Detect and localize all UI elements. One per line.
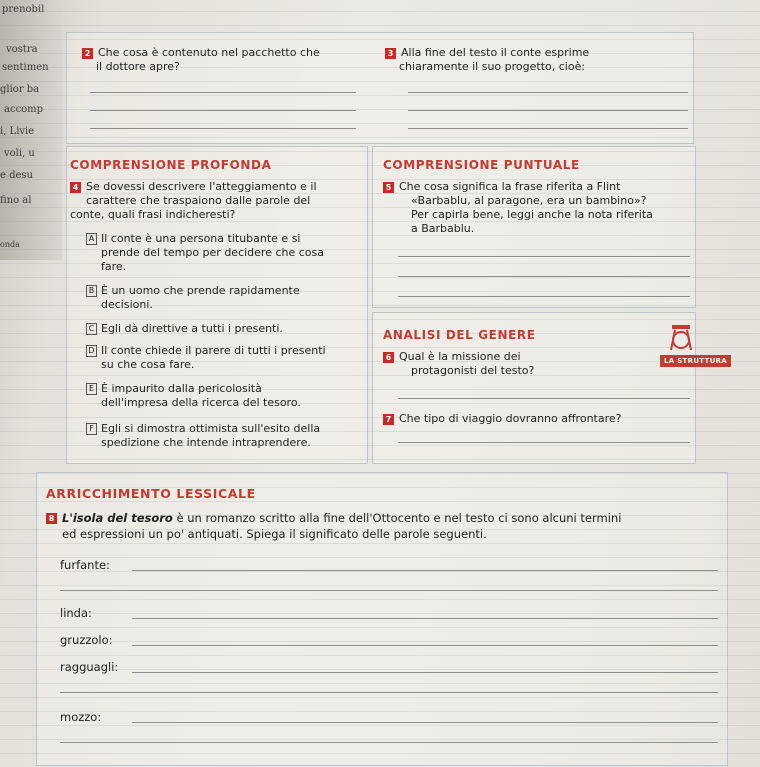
- answer-line[interactable]: [132, 570, 718, 571]
- margin-text: vostra: [6, 44, 38, 55]
- word-label: gruzzolo:: [60, 633, 113, 647]
- answer-line[interactable]: [60, 590, 718, 591]
- answer-line[interactable]: [60, 692, 718, 693]
- word-label: linda:: [60, 606, 92, 620]
- word-label: furfante:: [60, 558, 110, 572]
- question-number: 8: [46, 513, 57, 524]
- answer-line[interactable]: [90, 110, 356, 111]
- option-letter[interactable]: E: [86, 383, 97, 395]
- structure-badge: LA STRUTTURA: [660, 355, 731, 367]
- word-label: ragguagli:: [60, 660, 119, 674]
- option-letter[interactable]: D: [86, 345, 97, 357]
- answer-line[interactable]: [398, 276, 690, 277]
- answer-line[interactable]: [132, 722, 718, 723]
- margin-text: sentimen: [2, 62, 49, 73]
- answer-line[interactable]: [398, 256, 690, 257]
- margin-text: accomp: [4, 104, 44, 115]
- answer-line[interactable]: [398, 398, 690, 399]
- question-number: 2: [82, 48, 93, 59]
- answer-line[interactable]: [132, 618, 718, 619]
- structure-icon: [666, 322, 696, 354]
- answer-line[interactable]: [398, 442, 690, 443]
- margin-text: onda: [0, 240, 20, 249]
- margin-text: i, Livie: [0, 126, 35, 137]
- answer-line[interactable]: [398, 296, 690, 297]
- option-d[interactable]: D Il conte chiede il parere di tutti i presenti su che cosa fare.: [86, 344, 326, 372]
- question-2: 2 Che cosa è contenuto nel pacchetto che il dottore apre?: [82, 46, 320, 74]
- option-letter[interactable]: B: [86, 285, 97, 297]
- question-3: 3 Alla fine del testo il conte esprime chiaramente il suo progetto, cioè:: [385, 46, 589, 74]
- answer-line[interactable]: [132, 645, 718, 646]
- question-number: 5: [383, 182, 394, 193]
- answer-line[interactable]: [408, 128, 688, 129]
- option-e[interactable]: E È impaurito dalla pericolosità dell'impresa della ricerca del tesoro.: [86, 382, 301, 410]
- option-a[interactable]: A Il conte è una persona titubante e si prende del tempo per decidere che cosa fare.: [86, 232, 324, 274]
- option-letter[interactable]: A: [86, 233, 97, 245]
- question-number: 3: [385, 48, 396, 59]
- question-7: 7 Che tipo di viaggio dovranno affrontare?: [383, 412, 621, 426]
- section-title: ANALISI DEL GENERE: [383, 328, 536, 342]
- option-f[interactable]: F Egli si dimostra ottimista sull'esito della spedizione che intende intraprendere.: [86, 422, 320, 450]
- margin-text: prenobil: [2, 4, 45, 15]
- section-title: COMPRENSIONE PUNTUALE: [383, 158, 580, 172]
- answer-line[interactable]: [408, 110, 688, 111]
- margin-text: e desu: [0, 170, 33, 181]
- answer-line[interactable]: [90, 128, 356, 129]
- answer-line[interactable]: [132, 672, 718, 673]
- option-c[interactable]: C Egli dà direttive a tutti i presenti.: [86, 322, 283, 336]
- margin-text: fino al: [0, 195, 32, 206]
- answer-line[interactable]: [90, 92, 356, 93]
- margin-text: voli, u: [4, 148, 35, 159]
- section-title: ARRICCHIMENTO LESSICALE: [46, 486, 256, 501]
- option-letter[interactable]: C: [86, 323, 97, 335]
- question-number: 6: [383, 352, 394, 363]
- question-number: 7: [383, 414, 394, 425]
- question-8: 8 L'isola del tesoro è un romanzo scritto alla fine dell'Ottocento e nel testo ci sono alcuni termini ed espressioni un po' antiquati. Spiega il significato delle parole seguenti.: [46, 510, 621, 542]
- answer-line[interactable]: [408, 92, 688, 93]
- option-b[interactable]: B È un uomo che prende rapidamente decisioni.: [86, 284, 300, 312]
- question-6: 6 Qual è la missione dei protagonisti del testo?: [383, 350, 534, 378]
- option-letter[interactable]: F: [86, 423, 97, 435]
- question-number: 4: [70, 182, 81, 193]
- answer-line[interactable]: [60, 742, 718, 743]
- section-title: COMPRENSIONE PROFONDA: [70, 158, 272, 172]
- margin-text: glior ba: [0, 84, 40, 95]
- question-4: 4 Se dovessi descrivere l'atteggiamento e il carattere che traspaiono dalle parole del conte, quali frasi indicheresti?: [70, 180, 317, 221]
- word-label: mozzo:: [60, 710, 102, 724]
- question-5: 5 Che cosa significa la frase riferita a Flint «Barbablu, al paragone, era un bambino»? Per capirla bene, leggi anche la nota riferita a Barbablu.: [383, 180, 653, 236]
